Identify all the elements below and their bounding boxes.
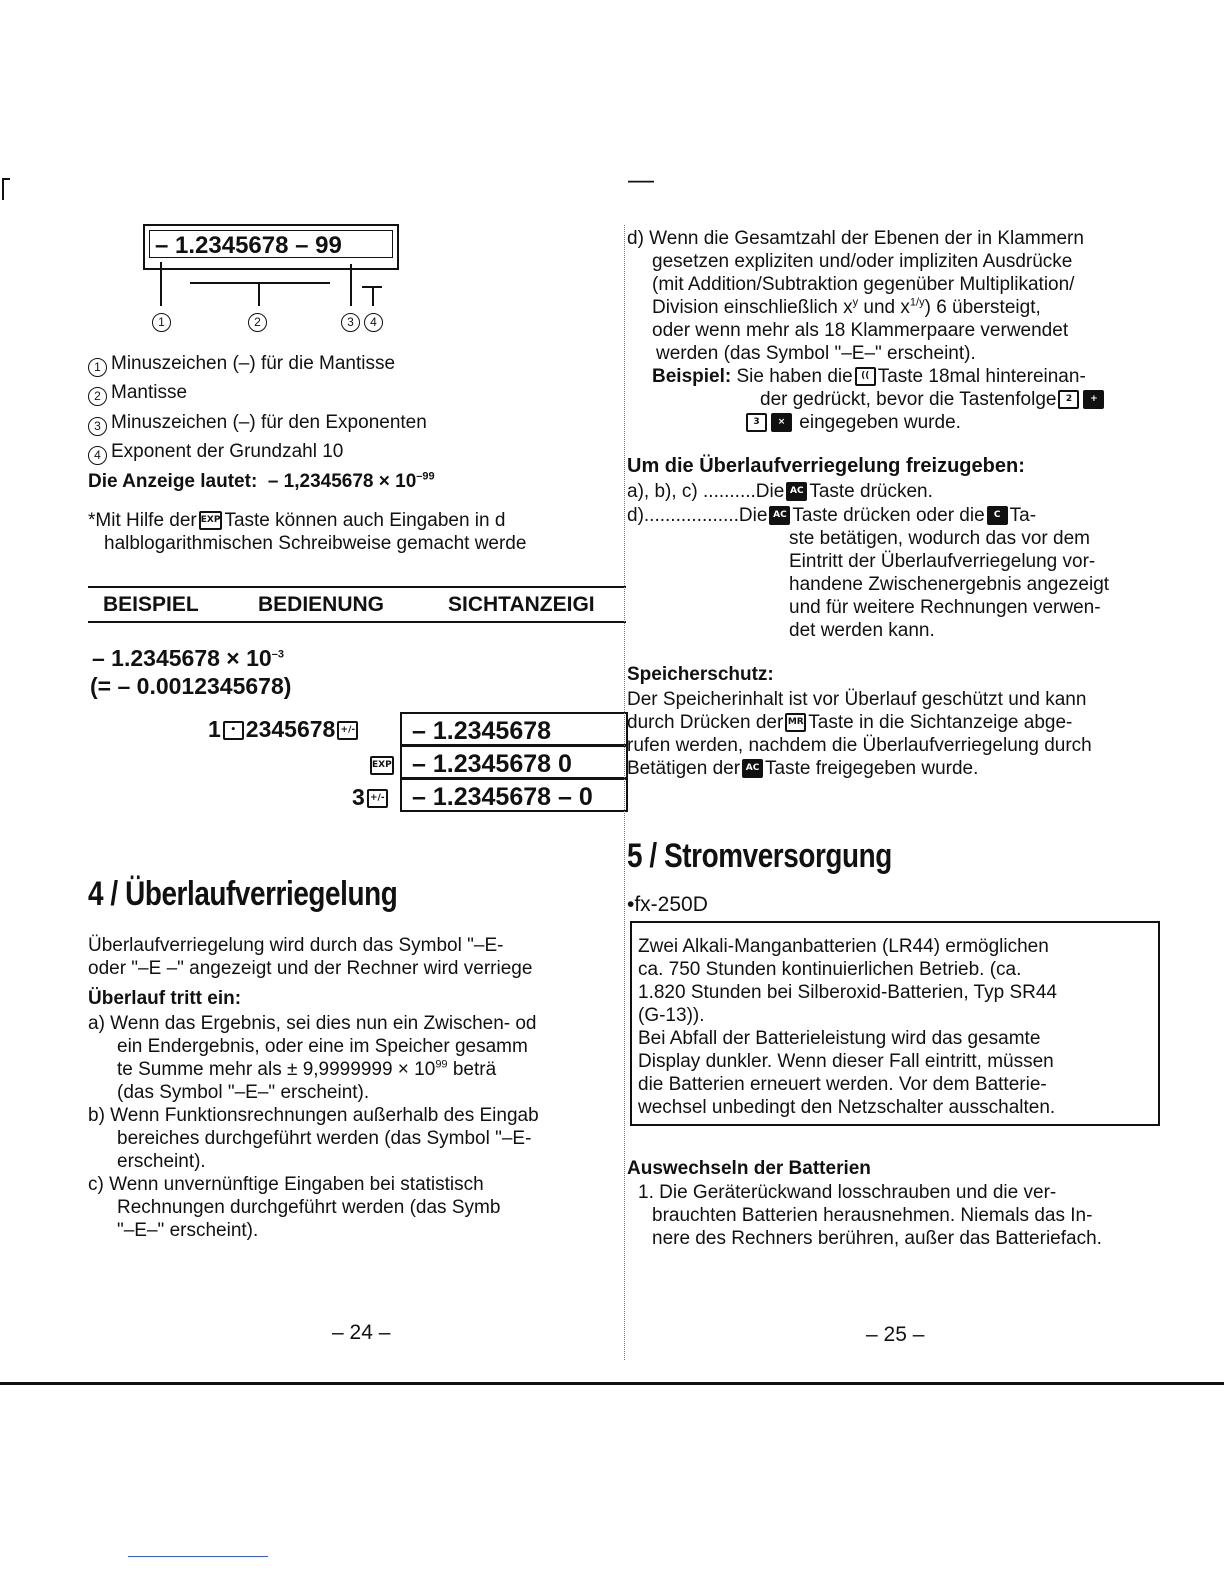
c-key-icon: C (987, 506, 1008, 525)
item-c-2: Rechnungen durchgeführt werden (das Symb (117, 1197, 501, 1218)
exp-key-icon: EXP (199, 511, 223, 530)
paren-key-icon: (( (855, 367, 876, 386)
page-number-right: – 25 – (866, 1323, 925, 1346)
table-rule-bottom (88, 621, 626, 623)
key-2-icon: 2 (1058, 390, 1079, 409)
op-row-2 (368, 751, 396, 777)
table-header-beispiel: BEISPIEL (103, 593, 199, 616)
legend-item-3: 3 Minuszeichen (–) für den Exponenten (88, 412, 427, 436)
unlock-d-line-4: handene Zwischenergebnis angezeigt (789, 574, 1110, 595)
d-line-2: gesetzen expliziten und/oder impliziten Ausdrücke (652, 251, 1073, 272)
op-row-3: 3 +/- (352, 784, 390, 810)
callout-34: 3 4 (341, 308, 387, 332)
sign-key-icon-2: +/- (367, 789, 388, 808)
unlock-heading: Um die Überlaufverriegelung freizugeben: (627, 455, 1025, 477)
replace-line-2: brauchten Batterien herausnehmen. Niemals das In- (652, 1205, 1093, 1226)
table-header-sichtanzeige: SICHTANZEIGI (448, 593, 595, 616)
column-divider (624, 225, 625, 1360)
d-line-4: Division einschließlich $x^y$ und $x^{1/y}$) 6 übersteigt, (652, 296, 1041, 318)
box-line-5: Bei Abfall der Batterieleistung wird das gesamte (638, 1028, 1041, 1049)
table-header-bedienung: BEDIENUNG (258, 593, 385, 616)
callout-line-1 (160, 262, 162, 306)
callout-line-2a (190, 282, 330, 284)
display-row-1: – 1.2345678 (400, 712, 628, 746)
example-line-2: (= – 0.0012345678) (90, 673, 292, 699)
ac-key-icon: AC (786, 482, 807, 501)
item-c-3: "–E–" erscheint). (117, 1220, 259, 1241)
exp-note-2: halblogarithmischen Schreibweise gemacht werde (104, 533, 527, 554)
corner-mark-top (2, 178, 10, 180)
d-line-1: d) Wenn die Gesamtzahl der Ebenen der in Klammern (627, 228, 1084, 249)
item-a-1: a) Wenn das Ergebnis, sei dies nun ein Zwischen- od (88, 1013, 537, 1034)
overflow-heading: Überlauf tritt ein: (88, 988, 242, 1009)
section-4-title: 4 / Überlaufverriegelung (88, 875, 398, 913)
d-line-6: werden (das Symbol "–E–" erscheint). (656, 343, 976, 364)
op-row-1: 1 • 2345678 +/- (208, 716, 360, 742)
item-a-3: te Summe mehr als ± $9,9999999 \times 10^{99}$ beträ (117, 1058, 497, 1080)
callout-line-2b (258, 282, 260, 306)
section-5-title: 5 / Stromversorgung (627, 837, 892, 875)
unlock-d-line-2: ste betätigen, wodurch das vor dem (789, 528, 1091, 549)
callout-2: 2 (248, 308, 271, 332)
replace-heading: Auswechseln der Batterien (627, 1158, 871, 1179)
memory-line-1: Der Speicherinhalt ist vor Überlauf geschützt und kann (627, 689, 1087, 710)
memory-line-3: rufen werden, nachdem die Überlaufverriegelung durch (627, 735, 1092, 756)
box-line-6: Display dunkler. Wenn dieser Fall eintritt, müssen (638, 1051, 1054, 1072)
dot-key-icon: • (223, 721, 244, 740)
box-line-7: die Batterien erneuert werden. Vor dem Batterie- (638, 1074, 1047, 1095)
exp-note-1: *Mit Hilfe der EXP Taste können auch Eingaben in d (88, 510, 506, 531)
table-rule-top (88, 586, 626, 588)
unlock-d-line-5: und für weitere Rechnungen verwen- (789, 597, 1101, 618)
display-row-2: – 1.2345678 0 (400, 745, 628, 779)
d-line-3: (mit Addition/Subtraktion gegenüber Multiplikation/ (652, 274, 1075, 295)
d-line-5: oder wenn mehr als 18 Klammerpaare verwendet (652, 320, 1069, 341)
page-number-left: – 24 – (332, 1321, 391, 1344)
corner-mark (2, 178, 4, 200)
exp-key-icon-2: EXP (370, 756, 394, 775)
times-key-icon: × (771, 413, 792, 432)
sign-key-icon: +/- (337, 721, 358, 740)
box-line-1: Zwei Alkali-Manganbatterien (LR44) ermöglichen (638, 936, 1049, 957)
legend-item-4: 4 Exponent der Grundzahl 10 (88, 441, 343, 465)
callout-1: 1 (152, 308, 175, 332)
intro-line-1: Überlaufverriegelung wird durch das Symbol "–E- (88, 935, 504, 956)
legend-item-2: 2 Mantisse (88, 382, 187, 406)
beispiel-line-3: 3 × eingegeben wurde. (744, 412, 961, 434)
diagram-display-text: – 1.2345678 – 99 (155, 232, 342, 259)
box-line-2: ca. 750 Stunden kontinuierlichen Betrieb. (ca. (638, 959, 1022, 980)
top-dash: — (628, 164, 654, 194)
item-b-3: erscheint). (117, 1151, 206, 1172)
callout-line-4b (372, 286, 374, 306)
memory-line-4: Betätigen der AC Taste freigegeben wurde. (627, 758, 979, 779)
ac-key-icon-2: AC (769, 506, 790, 525)
box-line-3: 1.820 Stunden bei Silberoxid-Batterien, Typ SR44 (638, 982, 1057, 1003)
intro-line-2: oder "–E –" angezeigt und der Rechner wird verriege (88, 958, 533, 979)
unlock-d-line-6: det werden kann. (789, 620, 935, 641)
item-a-4: (das Symbol "–E–" erscheint). (117, 1082, 370, 1103)
box-line-4: (G-13)). (638, 1005, 705, 1026)
item-b-2: bereiches durchgeführt werden (das Symbol "–E- (117, 1128, 532, 1149)
unlock-d: d)..................Die AC Taste drücken oder die C Ta- (627, 505, 1037, 526)
memory-heading: Speicherschutz: (627, 664, 774, 685)
unlock-abc: a), b), c) ..........Die AC Taste drücken. (627, 481, 933, 502)
item-b-1: b) Wenn Funktionsrechnungen außerhalb des Eingab (88, 1105, 539, 1126)
model-label: •fx-250D (627, 893, 708, 916)
replace-line-3: nere des Rechners berühren, außer das Batteriefach. (652, 1228, 1102, 1249)
example-line-1: – $1.2345678 \times 10^{-3}$ (92, 645, 284, 671)
mr-key-icon: MR (785, 713, 806, 732)
item-c-1: c) Wenn unvernünftige Eingaben bei statistisch (88, 1174, 484, 1195)
callout-line-3 (350, 264, 352, 306)
scan-bottom-line (0, 1382, 1224, 1385)
replace-line-1: 1. Die Geräterückwand losschrauben und die ver- (638, 1182, 1057, 1203)
display-line: Die Anzeige lautet: – $1,2345678 \times 10^{-99}$ (88, 470, 435, 492)
scan-blue-line (128, 1556, 268, 1557)
beispiel-line-2: der gedrückt, bevor die Tastenfolge 2 + (760, 389, 1106, 411)
box-line-8: wechsel unbedingt den Netzschalter ausschalten. (638, 1097, 1056, 1118)
display-diagram (143, 224, 399, 270)
unlock-d-line-3: Eintritt der Überlaufverriegelung vor- (789, 551, 1096, 572)
item-a-2: ein Endergebnis, oder eine im Speicher gesamm (117, 1036, 528, 1057)
beispiel-line-1: Beispiel: Sie haben die (( Taste 18mal hintereinan- (652, 366, 1086, 387)
key-3-icon: 3 (746, 413, 767, 432)
ac-key-icon-3: AC (742, 759, 763, 778)
plus-key-icon: + (1083, 390, 1104, 409)
memory-line-2: durch Drücken der MR Taste in die Sichtanzeige abge- (627, 712, 1073, 733)
display-row-3: – 1.2345678 – 0 (400, 778, 628, 812)
legend-item-1: 1 Minuszeichen (–) für die Mantisse (88, 353, 395, 377)
